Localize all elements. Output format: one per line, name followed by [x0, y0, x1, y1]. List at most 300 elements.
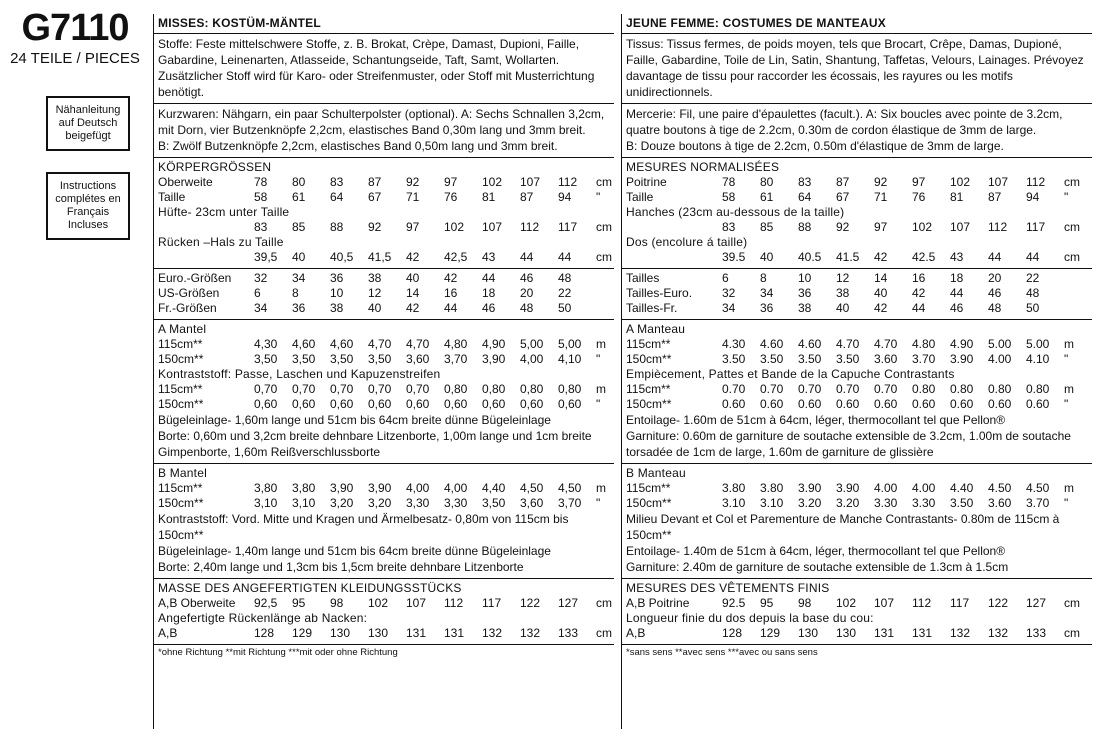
finished-back-heading: Angefertigte Rückenlänge ab Nacken: — [158, 611, 368, 625]
us-size-row-value: 38 — [836, 286, 850, 300]
bust-row-value: 80 — [292, 175, 306, 189]
ac-150-row-unit: " — [1064, 397, 1069, 411]
a-150-row-value: 3,90 — [482, 352, 506, 366]
bust-row-label: Poitrine — [626, 175, 667, 189]
bust-row — [158, 175, 610, 190]
euro-size-row — [626, 271, 1088, 286]
b-115-row-value: 4.50 — [988, 481, 1012, 495]
euro-size-row-value: 44 — [482, 271, 496, 285]
a-150-row-value: 3,50 — [368, 352, 392, 366]
a-115-row-value: 4,80 — [444, 337, 468, 351]
b-150-row — [626, 496, 1088, 511]
ac-115-row — [626, 382, 1088, 397]
hip-row-value: 117 — [558, 220, 578, 234]
b-115-row-value: 4,00 — [406, 481, 430, 495]
a-115-row-value: 4.80 — [912, 337, 936, 351]
ac-115-row-value: 0.70 — [836, 382, 860, 396]
hip-row-value: 83 — [722, 220, 736, 234]
back-row-value: 39.5 — [722, 250, 746, 264]
finished-back-row-value: 128 — [254, 626, 275, 640]
finished-bust-row-value: 112 — [912, 596, 932, 610]
finished-bust-row-value: 92,5 — [254, 596, 278, 610]
finished-bust-row — [626, 596, 1088, 611]
trim-b-text: Borte: 2,40m lange und 1,3cm bis 1,5cm breite dehnbare Litzenborte — [158, 560, 524, 574]
hip-row-value: 112 — [988, 220, 1008, 234]
back-row-label — [158, 250, 254, 265]
german-instructions-note: Nähanleitung auf Deutsch beigefügt — [46, 96, 130, 151]
ac-150-row-value: 0,60 — [558, 397, 582, 411]
notions-block — [154, 104, 614, 158]
b-115-row-value: 4,00 — [444, 481, 468, 495]
b-115-row-label: 115cm** — [158, 481, 203, 495]
bust-row-value: 83 — [798, 175, 812, 189]
b-150-row-value: 3.20 — [836, 496, 860, 510]
hip-row-unit: cm — [596, 220, 612, 234]
finished-back-row-value: 129 — [760, 626, 781, 640]
ac-150-row-value: 0,60 — [330, 397, 354, 411]
section-title: MISSES: KOSTÜM-MÄNTEL — [154, 14, 614, 34]
fr-size-row-value: 38 — [330, 301, 344, 315]
b-150-row-value: 3.70 — [1026, 496, 1050, 510]
bust-row-value: 107 — [988, 175, 1009, 189]
ac-150-row-value: 0.60 — [988, 397, 1012, 411]
b-115-row — [158, 481, 610, 496]
bust-row-value: 112 — [558, 175, 578, 189]
bust-row-label: Oberweite — [158, 175, 213, 189]
b-150-row — [158, 496, 610, 511]
finished-measurements — [622, 579, 1092, 645]
b-150-row-value: 3.60 — [988, 496, 1012, 510]
b-150-row-value: 3,50 — [482, 496, 506, 510]
back-row-value: 44 — [1026, 250, 1040, 264]
fabrics-text: Tissus: Tissus fermes, de poids moyen, tels que Brocart, Crêpe, Damas, Dupioné, Faille, Gabardine, Toile de Lin, Satin, Shantung, Taffetas, Velours, Lainages. Prévoyez davantage de tissu pour raccorder les écossais, les rayures ou les motifs unidirectionnels. — [622, 34, 1092, 104]
interfacing-a-text: Bügeleinlage- 1,60m lange und 51cm bis 64cm breite dünne Bügeleinlage — [158, 413, 551, 427]
ac-150-row — [626, 397, 1088, 412]
fr-size-row-value: 40 — [368, 301, 382, 315]
waist-row — [626, 190, 1088, 205]
waist-row-value: 76 — [444, 190, 458, 204]
a-115-row — [158, 337, 610, 352]
finished-bust-row-value: 107 — [874, 596, 895, 610]
fr-size-row-value: 42 — [406, 301, 420, 315]
body-measurements — [622, 158, 1092, 269]
finished-back-row-value: 131 — [874, 626, 895, 640]
notions-text: Mercerie: Fil, une paire d'épaulettes (facult.). A: Six boucles avec pointe de 3.2cm, quatre boutons à tige de 2.2cm, 0.30m de cordon élastique de 3mm de large. — [626, 107, 1063, 137]
fr-size-row-value: 44 — [444, 301, 458, 315]
a-115-row-label: 115cm** — [626, 337, 671, 351]
bust-row-value: 80 — [760, 175, 774, 189]
finished-back-row-unit: cm — [596, 626, 612, 640]
bust-row-value: 102 — [482, 175, 503, 189]
waist-row-value: 87 — [520, 190, 534, 204]
euro-size-row-value: 40 — [406, 271, 420, 285]
a-150-row-unit: " — [1064, 352, 1069, 366]
ac-115-row-value: 0,80 — [558, 382, 582, 396]
finished-bust-row-value: 95 — [292, 596, 306, 610]
back-row-value: 42 — [406, 250, 420, 264]
ac-115-row-value: 0.70 — [760, 382, 784, 396]
pattern-number: G7110 — [21, 7, 129, 49]
bust-row-value: 78 — [254, 175, 268, 189]
bust-row-value: 78 — [722, 175, 736, 189]
b-150-row-value: 3,30 — [444, 496, 468, 510]
fr-size-row-label: Fr.-Größen — [158, 301, 217, 315]
back-label: Dos (encolure á taille) — [626, 235, 748, 249]
a-150-row — [158, 352, 610, 367]
waist-row-label: Taille — [158, 190, 186, 204]
finished-bust-row-unit: cm — [1064, 596, 1080, 610]
ac-150-row-value: 0,60 — [444, 397, 468, 411]
ac-115-row-value: 0,80 — [444, 382, 468, 396]
ac-150-row-value: 0.60 — [912, 397, 936, 411]
bust-row-value: 87 — [368, 175, 382, 189]
fr-size-row-value: 50 — [558, 301, 572, 315]
bust-row — [626, 175, 1088, 190]
bust-row-unit: cm — [596, 175, 612, 189]
b-115-row-value: 4.00 — [874, 481, 898, 495]
finished-back-row — [626, 626, 1088, 641]
ac-150-row-value: 0,60 — [406, 397, 430, 411]
view-a-heading: A Mantel — [158, 322, 207, 336]
finished-bust-row-value: 127 — [558, 596, 579, 610]
ac-115-row-value: 0,80 — [482, 382, 506, 396]
back-row-value: 41.5 — [836, 250, 860, 264]
a-115-row-unit: m — [596, 337, 606, 351]
a-115-row-value: 4,30 — [254, 337, 278, 351]
us-size-row-value: 46 — [988, 286, 1002, 300]
hip-label: Hüfte- 23cm unter Taille — [158, 205, 290, 219]
b-115-row-value: 4.50 — [1026, 481, 1050, 495]
b-115-row-value: 4,50 — [520, 481, 544, 495]
bust-row-value: 97 — [444, 175, 458, 189]
a-115-row — [626, 337, 1088, 352]
ac-150-row-value: 0.60 — [760, 397, 784, 411]
bust-row-value: 112 — [1026, 175, 1046, 189]
finished-back-row-value: 132 — [950, 626, 971, 640]
a-150-row-value: 4.10 — [1026, 352, 1050, 366]
a-150-row-value: 4,00 — [520, 352, 544, 366]
interfacing-b-text: Entoilage- 1.40m de 51cm à 64cm, léger, thermocollant tel que Pellon® — [626, 544, 1006, 558]
hip-row-value: 92 — [368, 220, 382, 234]
view-b-heading: B Mantel — [158, 466, 207, 480]
ac-115-row-value: 0,70 — [330, 382, 354, 396]
b-115-row-value: 4,50 — [558, 481, 582, 495]
hip-label: Hanches (23cm au-dessous de la taille) — [626, 205, 845, 219]
us-size-row-value: 48 — [1026, 286, 1040, 300]
fr-size-row-value: 34 — [722, 301, 736, 315]
b-150-row-value: 3,60 — [520, 496, 544, 510]
b-115-row-value: 3.80 — [760, 481, 784, 495]
b-150-row-value: 3.50 — [950, 496, 974, 510]
ac-150-row-value: 0,60 — [254, 397, 278, 411]
hip-row — [626, 220, 1088, 235]
waist-row-value: 71 — [874, 190, 888, 204]
notions-text: Kurzwaren: Nähgarn, ein paar Schulterpolster (optional). A: Sechs Schnallen 3,2cm, mit Dorn, vier Butzenknöpfe 2,2cm, elastisches Band 0,30m lang und 3mm breit. — [158, 107, 605, 137]
euro-size-row — [158, 271, 610, 286]
b-150-row-value: 3.30 — [874, 496, 898, 510]
back-row-value: 40.5 — [798, 250, 822, 264]
hip-row-value: 112 — [520, 220, 540, 234]
finished-back-row-value: 130 — [368, 626, 389, 640]
ac-150-row-value: 0.60 — [874, 397, 898, 411]
hip-row-value: 107 — [950, 220, 971, 234]
view-a-heading: A Manteau — [626, 322, 686, 336]
a-150-row-value: 3.50 — [798, 352, 822, 366]
fr-size-row-value: 46 — [950, 301, 964, 315]
a-115-row-value: 4.70 — [874, 337, 898, 351]
finished-back-row-value: 131 — [406, 626, 427, 640]
finished-bust-row-value: 95 — [760, 596, 774, 610]
b-150-row-value: 3,20 — [330, 496, 354, 510]
hip-row-label — [158, 220, 254, 235]
ac-115-row-value: 0.70 — [722, 382, 746, 396]
hip-row-value: 107 — [482, 220, 503, 234]
ac-115-row-label: 115cm** — [158, 382, 203, 396]
euro-size-row-value: 34 — [292, 271, 306, 285]
a-115-row-value: 4,70 — [406, 337, 430, 351]
finished-bust-row-label: A,B Oberweite — [158, 596, 236, 610]
back-row-label — [626, 250, 722, 265]
finished-bust-row-value: 112 — [444, 596, 464, 610]
fr-size-row-value: 48 — [520, 301, 534, 315]
a-115-row-value: 4.90 — [950, 337, 974, 351]
waist-row — [158, 190, 610, 205]
a-150-row-label: 150cm** — [626, 352, 672, 366]
finished-bust-row-value: 102 — [836, 596, 857, 610]
bust-row-value: 102 — [950, 175, 971, 189]
finished-back-row-unit: cm — [1064, 626, 1080, 640]
hip-row — [158, 220, 610, 235]
ac-150-row-value: 0,60 — [482, 397, 506, 411]
us-size-row-value: 6 — [254, 286, 261, 300]
euro-size-row-value: 48 — [558, 271, 572, 285]
b-115-row-value: 3,80 — [254, 481, 278, 495]
finished-back-heading: Longueur finie du dos depuis la base du cou: — [626, 611, 874, 625]
b-150-row-value: 3,20 — [368, 496, 392, 510]
interfacing-a-text: Entoilage- 1.60m de 51cm à 64cm, léger, thermocollant tel que Pellon® — [626, 413, 1006, 427]
ac-150-row-value: 0.60 — [722, 397, 746, 411]
bust-row-value: 92 — [406, 175, 420, 189]
ac-115-row-unit: m — [596, 382, 606, 396]
hip-row-unit: cm — [1064, 220, 1080, 234]
b-115-row-value: 3.90 — [836, 481, 860, 495]
trim-b-text: Garniture: 2.40m de garniture de soutache extensible de 1.3cm à 1.5cm — [626, 560, 1009, 574]
fr-size-row-value: 46 — [482, 301, 496, 315]
a-115-row-value: 4.60 — [760, 337, 784, 351]
finished-back-row-value: 130 — [836, 626, 857, 640]
fr-size-row-value: 48 — [988, 301, 1002, 315]
ac-150-row — [158, 397, 610, 412]
finished-bust-row-value: 127 — [1026, 596, 1047, 610]
notions-block — [622, 104, 1092, 158]
euro-size-row-value: 36 — [330, 271, 344, 285]
finished-bust-row-value: 107 — [406, 596, 427, 610]
size-table — [622, 269, 1092, 320]
b-150-row-unit: " — [1064, 496, 1069, 510]
piece-count: 24 TEILE / PIECES — [10, 50, 140, 67]
trim-a-text: Borte: 0,60m und 3,2cm breite dehnbare Litzenborte, 1,00m lange und 1cm breite Gimpenborte, 1,60m Reißverschlussborte — [158, 429, 592, 459]
us-size-row-value: 40 — [874, 286, 888, 300]
a-150-row-label: 150cm** — [158, 352, 204, 366]
ac-115-row-value: 0,70 — [254, 382, 278, 396]
ac-150-row-value: 0,60 — [292, 397, 316, 411]
section-title: JEUNE FEMME: COSTUMES DE MANTEAUX — [622, 14, 1092, 34]
a-150-row-value: 4,10 — [558, 352, 582, 366]
back-row-value: 44 — [520, 250, 534, 264]
b-150-row-value: 3.30 — [912, 496, 936, 510]
ac-150-row-label: 150cm** — [626, 397, 672, 411]
waist-row-unit: " — [596, 190, 601, 204]
ac-150-row-value: 0.60 — [950, 397, 974, 411]
ac-150-row-label: 150cm** — [158, 397, 204, 411]
waist-row-value: 81 — [950, 190, 964, 204]
ac-115-row-value: 0,70 — [368, 382, 392, 396]
a-115-row-value: 5.00 — [1026, 337, 1050, 351]
b-115-row-value: 3.80 — [722, 481, 746, 495]
b-115-row-value: 3.90 — [798, 481, 822, 495]
a-115-row-value: 4,60 — [292, 337, 316, 351]
a-150-row-value: 3,70 — [444, 352, 468, 366]
euro-size-row-value: 14 — [874, 271, 888, 285]
waist-row-value: 94 — [1026, 190, 1040, 204]
b-150-row-value: 3,10 — [292, 496, 316, 510]
us-size-row-label: Tailles-Euro. — [626, 286, 693, 300]
us-size-row — [158, 286, 610, 301]
finished-bust-row-value: 122 — [988, 596, 1009, 610]
back-row-value: 42.5 — [912, 250, 936, 264]
ac-115-row-value: 0.70 — [874, 382, 898, 396]
finished-bust-row-value: 98 — [798, 596, 812, 610]
b-115-row-value: 4.00 — [912, 481, 936, 495]
french-column — [621, 14, 1092, 729]
contrast-a-label: Kontraststoff: Passe, Laschen und Kapuzenstreifen — [158, 367, 441, 381]
a-150-row-value: 3.50 — [836, 352, 860, 366]
b-150-row-value: 3.10 — [760, 496, 784, 510]
finished-back-row-value: 130 — [330, 626, 351, 640]
finished-back-row-value: 133 — [1026, 626, 1047, 640]
finished-back-row-label: A,B — [626, 626, 646, 640]
finished-back-row-value: 131 — [444, 626, 465, 640]
notions-b-text: B: Zwölf Butzenknöpfe 2,2cm, elastisches Band 0,50m lang und 3mm breit. — [158, 139, 558, 153]
fr-size-row-value: 42 — [874, 301, 888, 315]
us-size-row-value: 12 — [368, 286, 382, 300]
a-115-row-value: 4.60 — [798, 337, 822, 351]
ac-115-row-value: 0.80 — [1026, 382, 1050, 396]
footnote: *ohne Richtung **mit Richtung ***mit oder ohne Richtung — [158, 647, 398, 658]
interfacing-b-text: Bügeleinlage- 1,40m lange und 51cm bis 64cm breite dünne Bügeleinlage — [158, 544, 551, 558]
back-row — [158, 250, 610, 265]
contrast-b-text: Milieu Devant et Col et Parementure de Manche Contrastants- 0.80m de 115cm à 150cm** — [626, 512, 1060, 542]
waist-row-value: 67 — [368, 190, 382, 204]
finished-back-row-label: A,B — [158, 626, 178, 640]
a-150-row-value: 4.00 — [988, 352, 1012, 366]
finished-back-row-value: 132 — [482, 626, 503, 640]
hip-row-value: 88 — [330, 220, 344, 234]
ac-115-row-value: 0.70 — [798, 382, 822, 396]
finished-bust-row-label: A,B Poitrine — [626, 596, 690, 610]
ac-115-row-value: 0.80 — [988, 382, 1012, 396]
body-measurements-heading: KÖRPERGRÖSSEN — [158, 160, 272, 174]
french-instructions-note: Instructions complétes en Français Incluses — [46, 172, 130, 240]
euro-size-row-label: Tailles — [626, 271, 660, 285]
contrast-b-text: Kontraststoff: Vord. Mitte und Kragen und Ärmelbesatz- 0,80m von 115cm bis 150cm** — [158, 512, 569, 542]
finished-bust-row-value: 98 — [330, 596, 344, 610]
a-115-row-value: 5,00 — [520, 337, 544, 351]
bust-row-value: 97 — [912, 175, 926, 189]
fr-size-row-label: Tailles-Fr. — [626, 301, 678, 315]
ac-115-row-value: 0,70 — [406, 382, 430, 396]
b-115-row-label: 115cm** — [626, 481, 671, 495]
fr-size-row-value: 44 — [912, 301, 926, 315]
bust-row-unit: cm — [1064, 175, 1080, 189]
fabrics-text: Stoffe: Feste mittelschwere Stoffe, z. B. Brokat, Crèpe, Damast, Dupioni, Faille, Gabardine, Leinenarten, Atlasseide, Schantungseide, Taft, Samt, Wollarten. Zusätzlicher Stoff wird für Karo- oder Streifenmuster, oder Stoff mit Musterrichtung benötigt. — [154, 34, 614, 104]
back-label: Rücken –Hals zu Taille — [158, 235, 284, 249]
waist-row-value: 58 — [722, 190, 736, 204]
ac-115-row-value: 0.80 — [950, 382, 974, 396]
us-size-row-value: 44 — [950, 286, 964, 300]
finished-bust-row-unit: cm — [596, 596, 612, 610]
a-150-row-value: 3.50 — [760, 352, 784, 366]
waist-row-value: 76 — [912, 190, 926, 204]
ac-115-row-unit: m — [1064, 382, 1074, 396]
a-115-row-unit: m — [1064, 337, 1074, 351]
us-size-row-value: 14 — [406, 286, 420, 300]
finished-measurements — [154, 579, 614, 645]
fr-size-row — [158, 301, 610, 316]
waist-row-value: 61 — [760, 190, 774, 204]
euro-size-row-value: 18 — [950, 271, 964, 285]
euro-size-row-value: 38 — [368, 271, 382, 285]
waist-row-value: 58 — [254, 190, 268, 204]
a-150-row-value: 3.90 — [950, 352, 974, 366]
ac-115-row-label: 115cm** — [626, 382, 671, 396]
euro-size-row-value: 6 — [722, 271, 729, 285]
pattern-sidebar — [0, 0, 150, 739]
ac-115-row-value: 0.80 — [912, 382, 936, 396]
finished-back-row-value: 131 — [912, 626, 933, 640]
us-size-row-value: 32 — [722, 286, 736, 300]
ac-150-row-value: 0.60 — [1026, 397, 1050, 411]
finished-back-row-value: 132 — [520, 626, 541, 640]
us-size-row-value: 10 — [330, 286, 344, 300]
ac-115-row-value: 0,80 — [520, 382, 544, 396]
hip-row-value: 85 — [760, 220, 774, 234]
finished-bust-row-value: 117 — [482, 596, 502, 610]
view-b-yardage — [622, 464, 1092, 579]
finished-back-row-value: 130 — [798, 626, 819, 640]
b-150-row-value: 3,70 — [558, 496, 582, 510]
a-150-row-value: 3,50 — [330, 352, 354, 366]
view-a-yardage — [622, 320, 1092, 464]
back-row-value: 40,5 — [330, 250, 354, 264]
back-row-value: 44 — [558, 250, 572, 264]
b-150-row-label: 150cm** — [158, 496, 204, 510]
ac-115-row-value: 0,70 — [292, 382, 316, 396]
b-150-row-value: 3.20 — [798, 496, 822, 510]
b-115-row — [626, 481, 1088, 496]
hip-row-value: 102 — [912, 220, 933, 234]
a-150-row-value: 3.50 — [722, 352, 746, 366]
fr-size-row-value: 50 — [1026, 301, 1040, 315]
a-115-row-value: 4,90 — [482, 337, 506, 351]
back-row-unit: cm — [596, 250, 612, 264]
hip-row-value: 102 — [444, 220, 465, 234]
hip-row-value: 97 — [874, 220, 888, 234]
fr-size-row-value: 34 — [254, 301, 268, 315]
fr-size-row-value: 38 — [798, 301, 812, 315]
a-115-row-value: 4.30 — [722, 337, 746, 351]
euro-size-row-value: 42 — [444, 271, 458, 285]
